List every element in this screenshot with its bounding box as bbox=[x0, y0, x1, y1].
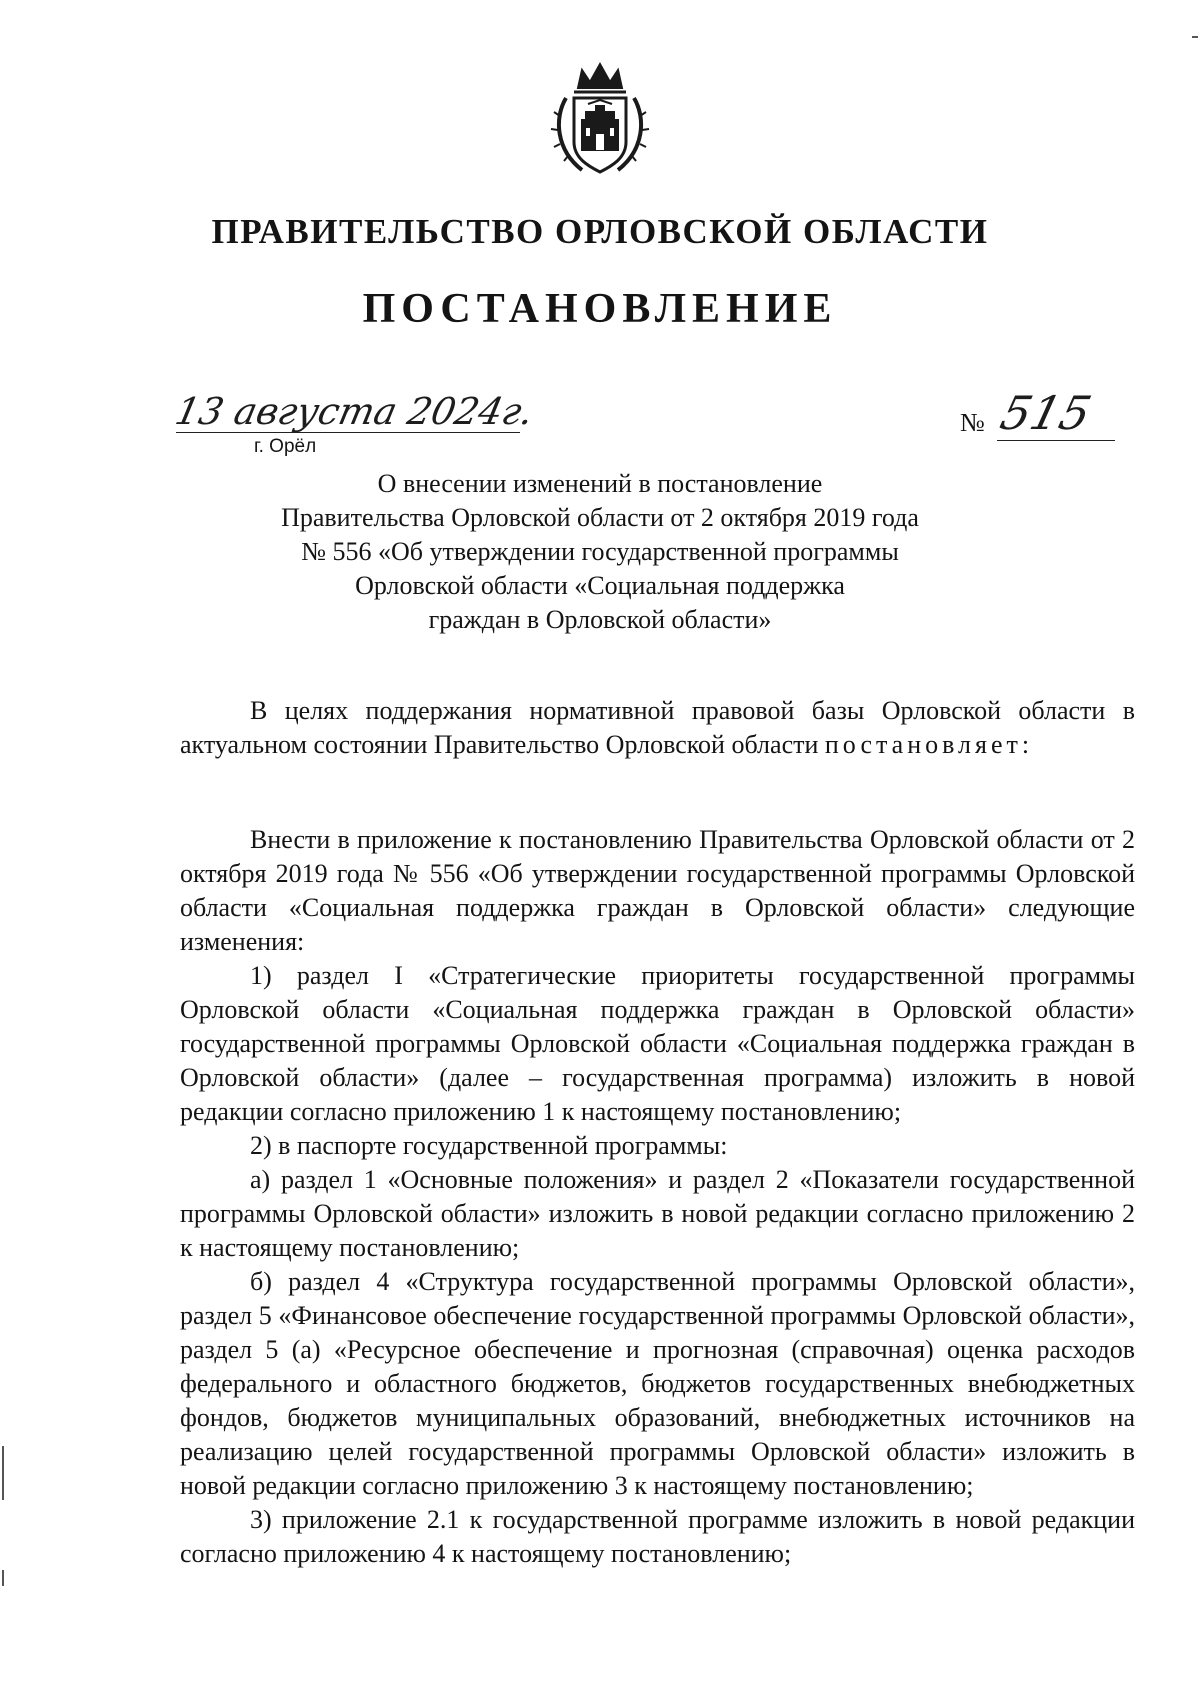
scan-mark bbox=[2, 1446, 4, 1500]
subject-line: Орловской области «Социальная поддержка bbox=[355, 571, 845, 600]
scan-mark bbox=[2, 1570, 4, 1586]
body-item: а) раздел 1 «Основные положения» и раздел 2 «Показатели государственной программы Орловской области» изложить в новой редакции согласно приложению 2 к настоящему постановлению; bbox=[180, 1165, 1135, 1262]
date-underline bbox=[176, 432, 520, 433]
main-body bbox=[180, 823, 1135, 1571]
resolves-word: постановляет: bbox=[824, 730, 1034, 759]
subject-line: № 556 «Об утверждении государственной программы bbox=[301, 537, 899, 566]
intro-text: В целях поддержания нормативной правовой базы Орловской области в актуальном состоянии Правительство Орловской области bbox=[180, 696, 1135, 759]
number-label: № bbox=[960, 408, 985, 437]
handwritten-date: 13 августа 2024г. bbox=[171, 390, 538, 433]
number-underline bbox=[997, 440, 1115, 441]
body-item: 3) приложение 2.1 к государственной программе изложить в новой редакции согласно приложению 4 к настоящему постановлению; bbox=[180, 1505, 1135, 1568]
body-paragraph: Внести в приложение к постановлению Правительства Орловской области от 2 октября 2019 года № 556 «Об утверждении государственной программы Орловской области «Социальная поддержка граждан в Орловской области» следующие изменения: bbox=[180, 825, 1135, 956]
body-item: 1) раздел I «Стратегические приоритеты государственной программы Орловской области «Социальная поддержка граждан в Орловской области» государственной программы Орловской области «Социальная поддержка граждан в Орловской области» (далее – государственная программа) изложить в новой редакции согласно приложению 1 к настоящему постановлению; bbox=[180, 961, 1135, 1126]
handwritten-number: 515 bbox=[995, 386, 1097, 440]
intro-paragraph bbox=[180, 694, 1135, 762]
organization-title: ПРАВИТЕЛЬСТВО ОРЛОВСКОЙ ОБЛАСТИ bbox=[211, 212, 989, 251]
document-type: ПОСТАНОВЛЕНИЕ bbox=[362, 286, 838, 332]
body-item: б) раздел 4 «Структура государственной программы Орловской области», раздел 5 «Финансовое обеспечение государственной программы Орловской области», раздел 5 (а) «Ресурсное обеспечение и прогнозная (справочная) оценка расходов федерального и областного бюджетов, бюджетов государственных внебюджетных фондов, бюджетов муниципальных образований, внебюджетных источников на реализацию целей государственной программы Орловской области» изложить в новой редакции согласно приложению 3 к настоящему постановлению; bbox=[180, 1267, 1135, 1500]
scan-mark bbox=[1192, 36, 1198, 38]
coat-of-arms-icon bbox=[548, 58, 652, 178]
date-field bbox=[171, 390, 538, 442]
city-label: г. Орёл bbox=[254, 436, 317, 457]
document-subject bbox=[0, 467, 1200, 637]
subject-line: Правительства Орловской области от 2 октября 2019 года bbox=[281, 503, 919, 532]
subject-line: О внесении изменений в постановление bbox=[377, 469, 823, 498]
body-item: 2) в паспорте государственной программы: bbox=[250, 1131, 728, 1160]
subject-line: граждан в Орловской области» bbox=[428, 605, 772, 634]
